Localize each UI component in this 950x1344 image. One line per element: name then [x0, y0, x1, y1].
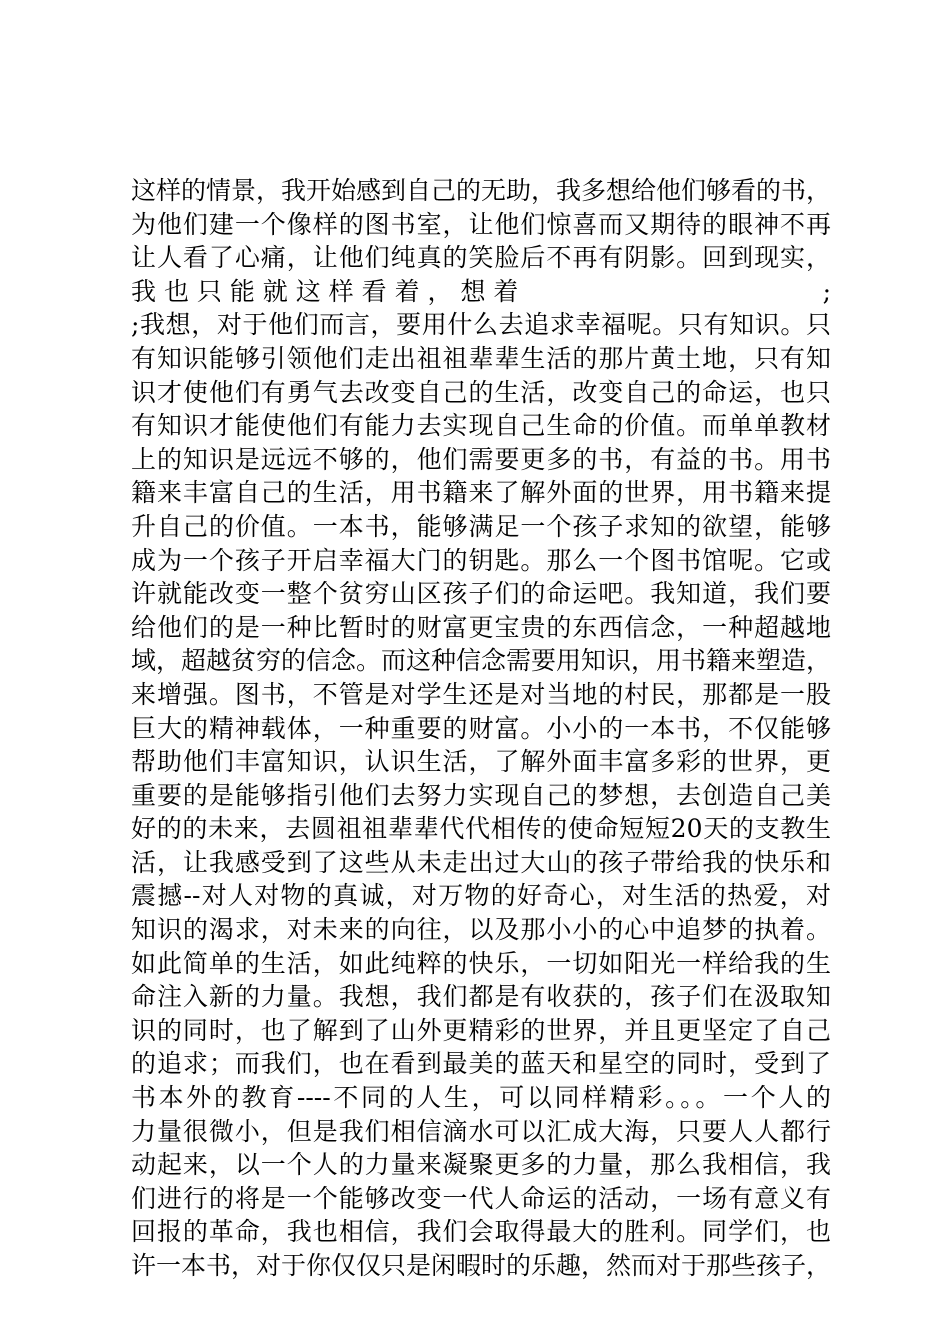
text-line: 许一本书，对于你仅仅只是闲暇时的乐趣，然而对于那些孩子， [131, 1251, 832, 1280]
text-line: 好的的未来，去圆祖祖辈辈代代相传的使命短短20天的支教生 [131, 814, 831, 844]
text-line: 力量很微小，但是我们相信滴水可以汇成大海，只要人人都行 [131, 1116, 831, 1146]
text-line: 如此简单的生活，如此纯粹的快乐，一切如阳光一样给我的生 [131, 948, 831, 978]
text-line: 域，超越贫穷的信念。而这种信念需要用知识，用书籍来塑造， [131, 646, 832, 676]
text-line: 有知识能够引领他们走出祖祖辈辈生活的那片黄土地，只有知 [131, 343, 831, 373]
text-line: 回报的革命，我也相信，我们会取得最大的胜利。同学们，也 [131, 1217, 831, 1247]
text-line: 识的同时，也了解到了山外更精彩的世界，并且更坚定了自己 [131, 1015, 831, 1045]
text-line: 籍来丰富自己的生活，用书籍来了解外面的世界，用书籍来提 [131, 478, 831, 508]
text-line: 的追求；而我们，也在看到最美的蓝天和星空的同时，受到了 [131, 1049, 831, 1079]
text-line: 帮助他们丰富知识，认识生活，了解外面丰富多彩的世界，更 [131, 747, 831, 777]
text-line: 有知识才能使他们有能力去实现自己生命的价值。而单单教材 [131, 411, 831, 441]
text-line: 书本外的教育----不同的人生，可以同样精彩。。。一个人的 [131, 1083, 831, 1113]
text-line: ;我想，对于他们而言，要用什么去追求幸福呢。只有知识。只 [131, 310, 831, 340]
text-line: 让人看了心痛，让他们纯真的笑脸后不再有阴影。回到现实， [131, 243, 831, 273]
text-line: 给他们的是一种比暂时的财富更宝贵的东西信念，一种超越地 [131, 612, 831, 642]
text-line: 命注入新的力量。我想，我们都是有收获的，孩子们在汲取知 [131, 982, 831, 1012]
text-line-content: 我 也 只 能 就 这 样 看 着 ， 想 着 [131, 276, 519, 306]
text-line [131, 275, 831, 309]
text-line: 上的知识是远远不够的，他们需要更多的书，有益的书。用书 [131, 444, 831, 474]
text-line: 成为一个孩子开启幸福大门的钥匙。那么一个图书馆呢。它或 [131, 545, 831, 575]
text-line: 巨大的精神载体，一种重要的财富。小小的一本书，不仅能够 [131, 713, 831, 743]
text-line: 重要的是能够指引他们去努力实现自己的梦想，去创造自己美 [131, 780, 831, 810]
body-text [131, 174, 831, 1283]
text-line-trailing: ; [822, 276, 831, 306]
text-line: 识才使他们有勇气去改变自己的生活，改变自己的命运，也只 [131, 377, 831, 407]
text-line: 们进行的将是一个能够改变一代人命运的活动，一场有意义有 [131, 1183, 831, 1213]
text-line: 震撼--对人对物的真诚，对万物的好奇心，对生活的热爱，对 [131, 881, 831, 911]
text-line: 这样的情景，我开始感到自己的无助，我多想给他们够看的书， [131, 176, 832, 205]
text-line: 动起来，以一个人的力量来凝聚更多的力量，那么我相信，我 [131, 1150, 831, 1180]
text-line: 知识的渴求，对未来的向往，以及那小小的心中追梦的执着。 [131, 915, 831, 945]
text-line: 活，让我感受到了这些从未走出过大山的孩子带给我的快乐和 [131, 847, 831, 877]
text-line: 许就能改变一整个贫穷山区孩子们的命运吧。我知道，我们要 [131, 579, 831, 609]
text-line: 来增强。图书，不管是对学生还是对当地的村民，那都是一股 [131, 679, 831, 709]
text-line: 升自己的价值。一本书，能够满足一个孩子求知的欲望，能够 [131, 511, 831, 541]
text-line: 为他们建一个像样的图书室，让他们惊喜而又期待的眼神不再 [131, 209, 831, 239]
